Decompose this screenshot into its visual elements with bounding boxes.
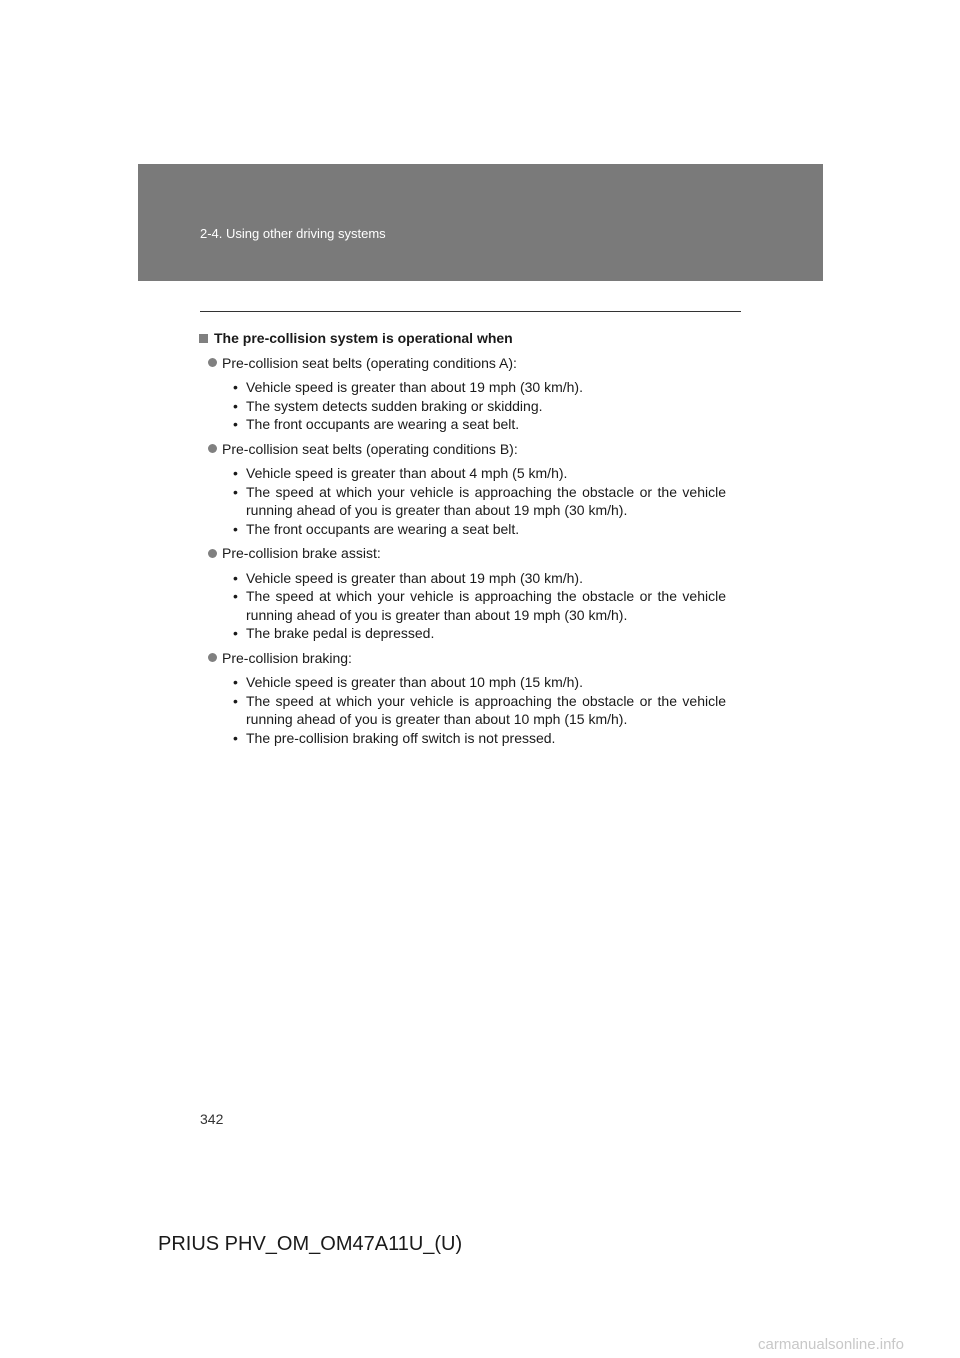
divider [200, 311, 741, 312]
list-item: • The pre-collision braking off switch is not pressed. [233, 729, 556, 746]
page-number: 342 [200, 1111, 224, 1127]
section-title: 2-4. Using other driving systems [200, 226, 386, 241]
header-band [138, 164, 823, 281]
list-item: • The brake pedal is depressed. [233, 625, 435, 641]
group-title: Pre-collision seat belts (operating conditions A): [222, 354, 517, 371]
square-bullet-icon [199, 334, 208, 343]
list-item: • The front occupants are wearing a seat belt. [233, 416, 520, 432]
group-title: Pre-collision brake assist: [222, 545, 381, 561]
subsection-heading [199, 329, 726, 348]
circle-bullet-icon [208, 444, 217, 453]
condition-list [233, 378, 726, 434]
group-title-row [208, 440, 726, 459]
circle-bullet-icon [208, 549, 217, 558]
condition-list [233, 464, 726, 538]
condition-group [199, 354, 726, 434]
group-title-row [208, 544, 726, 563]
list-item: • Vehicle speed is greater than about 19 mph (30 km/h). [233, 569, 583, 586]
circle-bullet-icon [208, 358, 217, 367]
list-item: • Vehicle speed is greater than about 10 mph (15 km/h). [233, 674, 583, 690]
heading-text: The pre-collision system is operational when [214, 330, 513, 346]
condition-group [199, 440, 726, 539]
list-item: • The speed at which your vehicle is approaching the obstacle or the vehicle running ahead of you is greater than about 19 mph (30 km/h). [233, 483, 726, 518]
condition-group [199, 649, 726, 748]
group-title: Pre-collision braking: [222, 649, 352, 666]
watermark: carmanualsonline.info [758, 1336, 904, 1353]
list-item: • Vehicle speed is greater than about 19 mph (30 km/h). [233, 379, 583, 395]
condition-list [233, 673, 726, 747]
list-item: • Vehicle speed is greater than about 4 mph (5 km/h). [233, 465, 568, 481]
group-title-row [208, 354, 726, 373]
condition-group [199, 544, 726, 643]
document-code: PRIUS PHV_OM_OM47A11U_(U) [158, 1233, 463, 1255]
list-item: • The system detects sudden braking or skidding. [233, 397, 543, 414]
circle-bullet-icon [208, 653, 217, 662]
main-content [199, 329, 726, 751]
group-title-row [208, 649, 726, 668]
list-item: • The speed at which your vehicle is approaching the obstacle or the vehicle running ahead of you is greater than about 19 mph (30 km/h). [233, 588, 726, 623]
group-title: Pre-collision seat belts (operating conditions B): [222, 440, 518, 457]
list-item: • The speed at which your vehicle is approaching the obstacle or the vehicle running ahead of you is greater than about 10 mph (15 km/h). [233, 692, 726, 727]
condition-list [233, 569, 726, 643]
list-item: • The front occupants are wearing a seat belt. [233, 520, 520, 537]
